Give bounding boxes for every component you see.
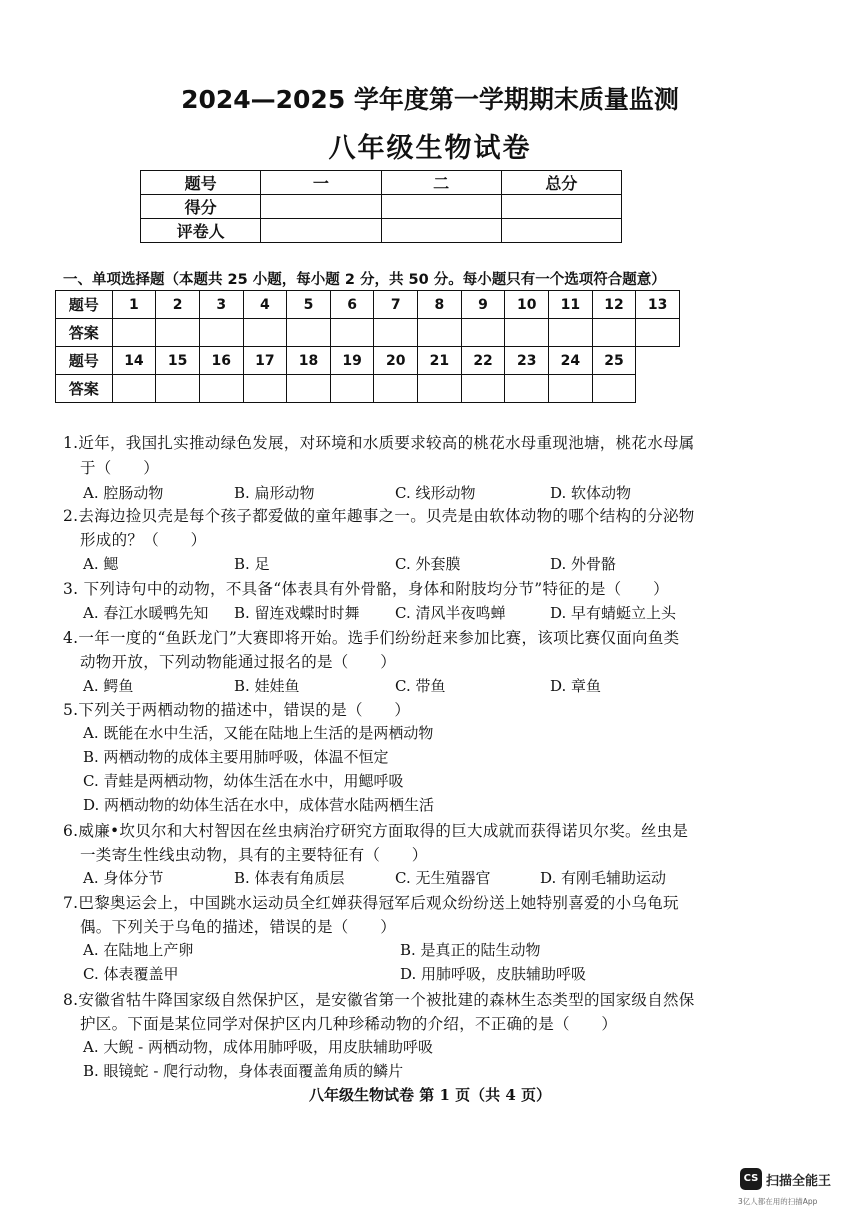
question-1-option-b[interactable]: B. 扁形动物 [234, 484, 315, 502]
score-table [140, 170, 622, 243]
question-8-option-b[interactable]: B. 眼镜蛇 - 爬行动物，身体表面覆盖角质的鳞片 [83, 1062, 404, 1080]
grid-ans-label: 答案 [56, 375, 113, 403]
question-4-option-b[interactable]: B. 娃娃鱼 [234, 677, 300, 695]
question-3-stem-line: 3. 下列诗句中的动物，不具备“体表具有外骨骼，身体和附肢均分节”特征的是（ ） [63, 580, 669, 598]
watermark-name: 扫描全能王 [766, 1174, 832, 1189]
question-1-stem-line: 于（ ） [80, 459, 160, 477]
question-number-cell: 12 [592, 291, 636, 319]
question-number-cell: 17 [243, 347, 287, 375]
question-3-option-d[interactable]: D. 早有蜻蜓立上头 [550, 604, 677, 622]
grid-empty-cell [636, 347, 680, 375]
camscanner-logo-icon: CS [740, 1168, 762, 1190]
answer-input-cell[interactable] [549, 375, 593, 403]
question-number-cell: 6 [330, 291, 374, 319]
question-7-option-a[interactable]: A. 在陆地上产卵 [83, 941, 194, 959]
answer-input-cell[interactable] [199, 375, 243, 403]
score-header-cell: 题号 [141, 171, 261, 195]
question-number-cell: 19 [330, 347, 374, 375]
question-number-cell: 22 [461, 347, 505, 375]
question-8-stem-line: 护区。下面是某位同学对保护区内几种珍稀动物的介绍，不正确的是（ ） [80, 1015, 618, 1033]
question-number-cell: 25 [592, 347, 636, 375]
page-footer: 八年级生物试卷 第 1 页（共 4 页） [309, 1086, 551, 1104]
question-3-option-a[interactable]: A. 春江水暖鸭先知 [83, 604, 209, 622]
score-row-label: 评卷人 [141, 219, 261, 243]
score-input-cell[interactable] [381, 219, 501, 243]
question-number-cell: 18 [287, 347, 331, 375]
score-input-cell[interactable] [501, 195, 621, 219]
question-6-option-b[interactable]: B. 体表有角质层 [234, 869, 345, 887]
grid-num-label: 题号 [56, 347, 113, 375]
answer-input-cell[interactable] [461, 375, 505, 403]
question-5-option-a[interactable]: A. 既能在水中生活，又能在陆地上生活的是两栖动物 [83, 724, 434, 742]
score-header-cell: 一 [261, 171, 381, 195]
question-2-stem-line: 形成的？（ ） [80, 531, 207, 549]
score-input-cell[interactable] [381, 195, 501, 219]
question-5-option-b[interactable]: B. 两栖动物的成体主要用肺呼吸，体温不恒定 [83, 748, 389, 766]
answer-input-cell[interactable] [199, 319, 243, 347]
answer-input-cell[interactable] [636, 319, 680, 347]
question-1-option-a[interactable]: A. 腔肠动物 [83, 484, 164, 502]
answer-input-cell[interactable] [505, 375, 549, 403]
answer-input-cell[interactable] [330, 319, 374, 347]
question-number-cell: 16 [199, 347, 243, 375]
grid-num-label: 题号 [56, 291, 113, 319]
grid-empty-cell [636, 375, 680, 403]
answer-input-cell[interactable] [330, 375, 374, 403]
question-6-option-a[interactable]: A. 身体分节 [83, 869, 164, 887]
question-4-option-a[interactable]: A. 鳄鱼 [83, 677, 134, 695]
exam-title: 2024—2025 学年度第一学期期末质量监测 [181, 85, 679, 114]
grid-ans-label: 答案 [56, 319, 113, 347]
question-number-cell: 7 [374, 291, 418, 319]
watermark-subtitle: 3亿人都在用的扫描App [738, 1197, 818, 1206]
answer-input-cell[interactable] [505, 319, 549, 347]
score-input-cell[interactable] [261, 195, 381, 219]
answer-input-cell[interactable] [418, 375, 462, 403]
question-number-cell: 13 [636, 291, 680, 319]
answer-input-cell[interactable] [287, 319, 331, 347]
question-7-option-c[interactable]: C. 体表覆盖甲 [83, 965, 179, 983]
question-8-option-a[interactable]: A. 大鲵 - 两栖动物，成体用肺呼吸，用皮肤辅助呼吸 [83, 1038, 433, 1056]
question-2-option-a[interactable]: A. 鳃 [83, 555, 119, 573]
question-number-cell: 14 [112, 347, 156, 375]
answer-input-cell[interactable] [592, 319, 636, 347]
question-7-stem-line: 7.巴黎奥运会上，中国跳水运动员全红婵获得冠军后观众纷纷送上她特别喜爱的小乌龟玩 [63, 894, 679, 912]
section-title: 一、单项选择题（本题共 25 小题，每小题 2 分，共 50 分。每小题只有一个选项符合题意） [63, 272, 666, 288]
answer-grid [55, 290, 680, 403]
question-number-cell: 24 [549, 347, 593, 375]
question-number-cell: 9 [461, 291, 505, 319]
answer-input-cell[interactable] [418, 319, 462, 347]
question-number-cell: 5 [287, 291, 331, 319]
answer-input-cell[interactable] [374, 375, 418, 403]
question-number-cell: 11 [549, 291, 593, 319]
question-number-cell: 3 [199, 291, 243, 319]
score-input-cell[interactable] [261, 219, 381, 243]
score-input-cell[interactable] [501, 219, 621, 243]
answer-input-cell[interactable] [287, 375, 331, 403]
question-6-option-c[interactable]: C. 无生殖器官 [395, 869, 491, 887]
score-header-cell: 总分 [501, 171, 621, 195]
question-4-option-d[interactable]: D. 章鱼 [550, 677, 602, 695]
question-number-cell: 20 [374, 347, 418, 375]
score-row-label: 得分 [141, 195, 261, 219]
question-4-stem-line: 4.一年一度的“鱼跃龙门”大赛即将开始。选手们纷纷赶来参加比赛，该项比赛仅面向鱼类 [63, 629, 680, 647]
question-6-option-d[interactable]: D. 有刚毛辅助运动 [540, 869, 667, 887]
question-4-stem-line: 动物开放，下列动物能通过报名的是（ ） [80, 653, 397, 671]
answer-input-cell[interactable] [156, 319, 200, 347]
question-6-stem-line: 一类寄生性线虫动物，具有的主要特征有（ ） [80, 846, 428, 864]
exam-subtitle: 八年级生物试卷 [328, 133, 532, 164]
answer-input-cell[interactable] [112, 375, 156, 403]
answer-input-cell[interactable] [112, 319, 156, 347]
answer-input-cell[interactable] [592, 375, 636, 403]
answer-input-cell[interactable] [374, 319, 418, 347]
question-7-stem-line: 偶。下列关于乌龟的描述，错误的是（ ） [80, 918, 397, 936]
question-number-cell: 8 [418, 291, 462, 319]
answer-input-cell[interactable] [156, 375, 200, 403]
question-5-stem-line: 5.下列关于两栖动物的描述中，错误的是（ ） [63, 701, 411, 719]
question-7-option-b[interactable]: B. 是真正的陆生动物 [400, 941, 541, 959]
question-2-option-c[interactable]: C. 外套膜 [395, 555, 461, 573]
question-1-stem-line: 1.近年，我国扎实推动绿色发展，对环境和水质要求较高的桃花水母重现池塘，桃花水母属 [63, 434, 695, 452]
question-4-option-c[interactable]: C. 带鱼 [395, 677, 446, 695]
question-6-stem-line: 6.威廉•坎贝尔和大村智因在丝虫病治疗研究方面取得的巨大成就而获得诺贝尔奖。丝虫是 [63, 822, 689, 840]
question-2-stem-line: 2.去海边捡贝壳是每个孩子都爱做的童年趣事之一。贝壳是由软体动物的哪个结构的分泌物 [63, 507, 695, 525]
question-5-option-c[interactable]: C. 青蛙是两栖动物，幼体生活在水中，用鳃呼吸 [83, 772, 404, 790]
question-number-cell: 1 [112, 291, 156, 319]
question-3-option-c[interactable]: C. 清风半夜鸣蝉 [395, 604, 506, 622]
question-2-option-b[interactable]: B. 足 [234, 555, 270, 573]
question-1-option-d[interactable]: D. 软体动物 [550, 484, 632, 502]
answer-input-cell[interactable] [243, 375, 287, 403]
question-5-option-d[interactable]: D. 两栖动物的幼体生活在水中，成体营水陆两栖生活 [83, 796, 435, 814]
question-3-option-b[interactable]: B. 留连戏蝶时时舞 [234, 604, 360, 622]
question-number-cell: 10 [505, 291, 549, 319]
answer-input-cell[interactable] [243, 319, 287, 347]
answer-input-cell[interactable] [549, 319, 593, 347]
question-number-cell: 15 [156, 347, 200, 375]
question-8-stem-line: 8.安徽省牯牛降国家级自然保护区，是安徽省第一个被批建的森林生态类型的国家级自然保 [63, 991, 695, 1009]
question-2-option-d[interactable]: D. 外骨骼 [550, 555, 617, 573]
question-number-cell: 21 [418, 347, 462, 375]
question-1-option-c[interactable]: C. 线形动物 [395, 484, 476, 502]
question-7-option-d[interactable]: D. 用肺呼吸，皮肤辅助呼吸 [400, 965, 587, 983]
answer-input-cell[interactable] [461, 319, 505, 347]
score-header-cell: 二 [381, 171, 501, 195]
question-number-cell: 4 [243, 291, 287, 319]
question-number-cell: 2 [156, 291, 200, 319]
question-number-cell: 23 [505, 347, 549, 375]
